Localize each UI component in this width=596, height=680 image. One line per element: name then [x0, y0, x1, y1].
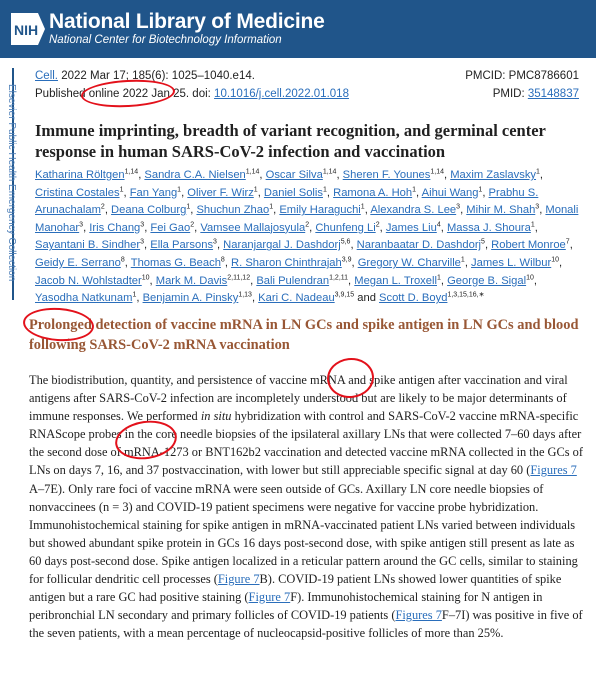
author-affiliation: 1 [530, 221, 535, 229]
author-affiliation: 2 [190, 221, 195, 229]
author-link[interactable]: Yasodha Natkunam [35, 292, 133, 305]
figure-link[interactable]: Figure 7 [248, 590, 291, 605]
author-link[interactable]: Thomas G. Beach [130, 256, 221, 269]
citation-line [35, 70, 255, 82]
author-link[interactable]: Ramona A. Hoh [333, 186, 413, 199]
author-list: Katharina Röltgen$^{1,14}$, Sandra C.A. Nielsen$^{1,14}$, Oscar Silva$^{1,14}$, Sheren F. Younes$^{1,14}$, Maxim Zaslavsky$^1$, Cristina Costales$^1$, Fan Yang$^1$, Oliver F. Wirz$^1$, Daniel Solis$^1$, Ramona A. Hoh$^1$, Aihui Wang$^1$, Prabhu S. Arunachalam$^2$, Deana Colburg$^1$, Shuchun Zhao$^1$, Emily Haraguchi$^1$, Alexandra S. Lee$^3$, Mihir M. Shah$^3$, Monali Manohar$^3$, Iris Chang$^3$, Fei Gao$^2$, Vamsee Mallajosyula$^2$, Chunfeng Li$^2$, James Liu$^4$, Massa J. Shoura$^1$, Sayantani B. Sindher$^3$, Ella Parsons$^3$, Naranjargal J. Dashdorj$^{5,6}$, Naranbaatar D. Dashdorj$^5$, Robert Monroe$^7$, Geidy E. Serrano$^8$, Thomas G. Beach$^8$, R. Sharon Chinthrajah$^{3,9}$, Gregory W. Charville$^1$, James L. Wilbur$^{10}$, Jacob N. Wohlstadter$^{10}$, Mark M. Davis$^{2,11,12}$, Bali Pulendran$^{1,2,11}$, Megan L. Troxell$^1$, George B. Sigal$^{10}$, Yasodha Natkunam$^1$, Benjamin A. Pinsky$^{1,13}$, Kari C. Nadeau$^{3,9,15}$ and Scott D. Boyd$^{1,3,15,16,∗}$ [35, 168, 579, 305]
author-link[interactable]: Monali Manohar [35, 204, 579, 234]
author-link[interactable]: Sayantani B. Sindher [35, 239, 141, 252]
italic-term: in situ [200, 409, 232, 424]
author-affiliation: 1 [323, 185, 327, 193]
author-affiliation: 1,14 [245, 168, 260, 176]
author-affiliation: 1 [536, 168, 540, 176]
author-affiliation: 5,6 [340, 238, 351, 246]
author-link[interactable]: Cristina Costales [35, 186, 120, 199]
author-affiliation: 10 [551, 256, 560, 264]
author-affiliation: 1,14 [124, 168, 139, 176]
author-affiliation: 1 [436, 273, 441, 281]
author-link[interactable]: Deana Colburg [111, 204, 187, 217]
author-link[interactable]: Sandra C.A. Nielsen [144, 169, 246, 181]
author-link[interactable]: Iris Chang [89, 221, 141, 234]
author-link[interactable]: Daniel Solis [263, 186, 323, 199]
paragraph-text: B). COVID-19 patient LNs showed lower quantities of spike antigen but a rare GC had positive staining ( [29, 572, 562, 605]
body-paragraph [29, 371, 585, 642]
author-affiliation: 3 [79, 221, 84, 229]
section-heading: Prolonged detection of vaccine mRNA in LN GCs and spike antigen in LN GCs and blood following SARS-CoV-2 mRNA vaccination [29, 317, 579, 353]
author-link[interactable]: Maxim Zaslavsky [450, 169, 537, 181]
author-link[interactable]: Emily Haraguchi [279, 204, 361, 217]
author-link[interactable]: Megan L. Troxell [354, 274, 437, 287]
author-affiliation: 1 [460, 256, 465, 264]
author-link[interactable]: Prabhu S. Arunachalam [35, 186, 539, 217]
pmcid-line [465, 70, 579, 82]
paragraph-text: A–7E). Only rare foci of vaccine mRNA were seen outside of GCs. Axillary LN core needle biopsies of nonvaccinees (n = 3) and COVID-19 patient specimens were negative for vaccine probe hybridization. Immunohistochemical staining for spike antigen in mRNA-vaccinated patient LNs varied between individuals but showed abundant spike protein in GCs 16 days post-second dose, with spike antigen still present as late as 60 days post-second dose. Spike antigen localized in a reticular pattern around the GC cells, similar to staining for follicular dendritic cell processes ( [29, 481, 578, 587]
author-link[interactable]: Oliver F. Wirz [187, 186, 254, 199]
author-link[interactable]: Gregory W. Charville [357, 256, 461, 269]
author-link[interactable]: Alexandra S. Lee [370, 204, 457, 217]
author-link[interactable]: Mark M. Davis [155, 274, 228, 287]
pmid-link[interactable]: 35148837 [527, 88, 579, 100]
published-label: Published online [35, 88, 123, 100]
site-subtitle: National Center for Biotechnology Information [49, 34, 282, 46]
collection-banner[interactable] [6, 84, 20, 284]
author-separator: and [354, 292, 380, 305]
author-link[interactable]: Bali Pulendran [256, 274, 330, 287]
author-affiliation: 4 [436, 221, 441, 229]
author-link[interactable]: Naranbaatar D. Dashdorj [356, 239, 482, 252]
author-link[interactable]: Kari C. Nadeau [258, 292, 335, 305]
journal-link[interactable]: Cell. [35, 70, 59, 82]
author-affiliation: 1,14 [322, 168, 337, 176]
author-link[interactable]: Naranjargal J. Dashdorj [223, 239, 341, 252]
author-affiliation: 10 [526, 273, 534, 281]
author-affiliation: 3,9,15 [334, 291, 355, 299]
paragraph-text: The biodistribution, quantity, and persistence of vaccine mRNA and spike antigen after vaccination and viral antigens after SARS-CoV-2 infection are incompletely understood but are likely to be major determinants of immune responses. We performed [29, 373, 568, 424]
figure-link[interactable]: Figures 7 [395, 608, 442, 623]
author-affiliation: 1 [177, 185, 182, 193]
site-title[interactable]: National Library of Medicine [49, 10, 325, 33]
author-link[interactable]: Chunfeng Li [315, 221, 376, 234]
author-affiliation: 1,14 [430, 168, 445, 176]
author-affiliation: 2 [305, 221, 310, 229]
author-affiliation: 2 [100, 203, 105, 211]
author-link[interactable]: Shuchun Zhao [196, 204, 270, 217]
author-affiliation: 7 [565, 238, 570, 246]
doi-link[interactable]: 10.1016/j.cell.2022.01.018 [214, 88, 349, 100]
pmid-label: PMID: [492, 88, 528, 100]
author-link[interactable]: Katharina Röltgen [35, 169, 125, 181]
author-affiliation: 1,3,15,16,∗ [447, 291, 485, 299]
article-title: Immune imprinting, breadth of variant recognition, and germinal center response in human SARS-CoV-2 infection and vaccination [35, 121, 546, 161]
author-link[interactable]: Mihir M. Shah [466, 204, 536, 217]
author-link[interactable]: Geidy E. Serrano [35, 256, 121, 269]
author-link[interactable]: James Liu [385, 221, 437, 234]
author-affiliation: 2,11,12 [227, 273, 251, 281]
author-link[interactable]: Vamsee Mallajosyula [200, 221, 306, 234]
author-link[interactable]: R. Sharon Chinthrajah [231, 256, 342, 269]
author-link[interactable]: Oscar Silva [265, 169, 323, 181]
author-affiliation: 1 [478, 185, 483, 193]
author-link[interactable]: Robert Monroe [491, 239, 566, 252]
author-link[interactable]: James L. Wilbur [471, 256, 552, 269]
author-affiliation: 5 [481, 238, 485, 246]
author-affiliation: 2 [375, 221, 380, 229]
author-affiliation: 8 [120, 256, 125, 264]
author-affiliation: 1 [186, 203, 191, 211]
author-affiliation: 3 [535, 203, 540, 211]
author-affiliation: 1 [412, 185, 417, 193]
author-link[interactable]: George B. Sigal [447, 274, 527, 287]
figure-link[interactable]: Figures 7 [530, 463, 577, 478]
author-affiliation: 3 [213, 238, 217, 246]
nih-logo-icon[interactable] [11, 13, 45, 45]
author-affiliation: 1 [253, 185, 258, 193]
volume-info: 2022 Mar 17; 185(6): 1025–1040.e14. [58, 70, 255, 82]
paragraph-text: hybridization with control and SARS-CoV-2 vaccine mRNA-specific RNAScope probes in the core needle biopsies of the ipsilateral axillary LNs that were collected 7–60 days after the second dose of mRNA-1273 or BNT162b2 vaccination and detected vaccine mRNA collected in the GCs of LNs on days 7, 16, and 37 postvaccination, with lower but still appreciable specific signal at day 60 ( [29, 409, 583, 478]
author-link[interactable]: Ella Parsons [150, 239, 214, 252]
figure-link[interactable]: Figure 7 [217, 572, 260, 587]
pmid-line [493, 88, 579, 100]
author-link[interactable]: Fei Gao [150, 221, 191, 234]
author-affiliation: 1 [119, 185, 124, 193]
site-header [0, 0, 596, 58]
doi-label: . doi: [185, 88, 215, 100]
author-link[interactable]: Sheren F. Younes [342, 169, 431, 181]
author-link[interactable]: Jacob N. Wohlstadter [35, 274, 142, 287]
author-link[interactable]: Massa J. Shoura [446, 221, 531, 234]
collection-banner-label: Elsevier Public Health Emergency Collection [6, 84, 17, 282]
author-affiliation: 10 [141, 273, 150, 281]
author-affiliation: 1,13 [238, 291, 252, 299]
publication-line [35, 88, 349, 100]
author-affiliation: 1,2,11 [329, 273, 349, 281]
author-link[interactable]: Scott D. Boyd [379, 292, 448, 305]
author-affiliation: 3 [140, 238, 145, 246]
author-link[interactable]: Benjamin A. Pinsky [142, 292, 239, 305]
author-affiliation: 3 [140, 221, 145, 229]
author-affiliation: 8 [220, 256, 225, 264]
published-date: 2022 Jan 25 [122, 88, 186, 100]
paragraph-text: F). Immunohistochemical staining for N antigen in peribronchial LN secondary and primary follicles of COVID-19 patients ( [29, 590, 543, 623]
author-link[interactable]: Fan Yang [129, 186, 178, 199]
paragraph-text: F–7I) was positive in five of the seven patients, with a mean percentage of nucleocapsid-positive follicles of more than 25%. [29, 608, 583, 641]
author-affiliation: 1 [269, 203, 274, 211]
author-affiliation: 1 [360, 203, 365, 211]
pmcid-value: PMC8786601 [508, 70, 579, 82]
author-affiliation: 3 [456, 203, 461, 211]
pmcid-label: PMCID: [465, 70, 509, 82]
nih-logo-text: NIH [14, 22, 39, 38]
author-link[interactable]: Aihui Wang [421, 186, 479, 199]
author-affiliation: 3,9 [341, 256, 352, 264]
author-affiliation: 1 [132, 291, 137, 299]
